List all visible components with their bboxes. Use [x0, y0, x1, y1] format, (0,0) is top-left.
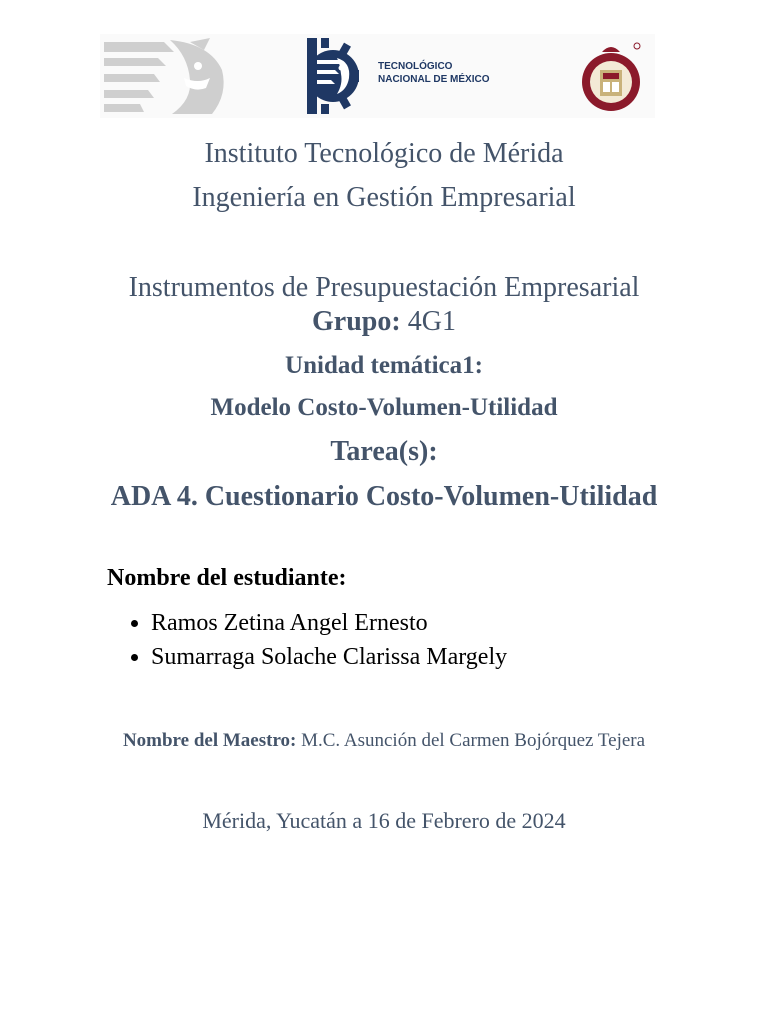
task-title: ADA 4. Cuestionario Costo-Volumen-Utilidad	[110, 481, 658, 512]
students-list	[107, 606, 507, 674]
institution-name: Instituto Tecnológico de Mérida	[204, 138, 564, 169]
tecnm-watermark-logo	[100, 34, 232, 118]
group-line	[0, 306, 768, 338]
group-label: Grupo:	[312, 306, 401, 337]
itm-seal-logo	[580, 40, 644, 114]
place-date: Mérida, Yucatán a 16 de Febrero de 2024	[202, 808, 566, 833]
task-label: Tarea(s):	[330, 436, 438, 467]
students-label: Nombre del estudiante:	[107, 565, 347, 591]
unit-label: Unidad temática1:	[285, 352, 483, 379]
unit-title: Modelo Costo-Volumen-Utilidad	[210, 394, 558, 421]
career-name: Ingeniería en Gestión Empresarial	[192, 182, 576, 213]
group-value: 4G1	[400, 306, 456, 337]
tecnm-wordmark: TECNOLÓGICO NACIONAL DE MÉXICO	[378, 61, 490, 85]
teacher-label: Nombre del Maestro:	[122, 730, 297, 751]
logo-banner	[100, 34, 655, 118]
list-item: Sumarraga Solache Clarissa Margely	[107, 640, 507, 674]
teacher-line	[0, 730, 768, 752]
list-item: Ramos Zetina Angel Ernesto	[107, 606, 507, 640]
teacher-name: M.C. Asunción del Carmen Bojórquez Tejera	[296, 730, 646, 751]
tecnm-eagle-gear-logo	[303, 36, 361, 116]
subject-name: Instrumentos de Presupuestación Empresarial	[128, 272, 640, 303]
